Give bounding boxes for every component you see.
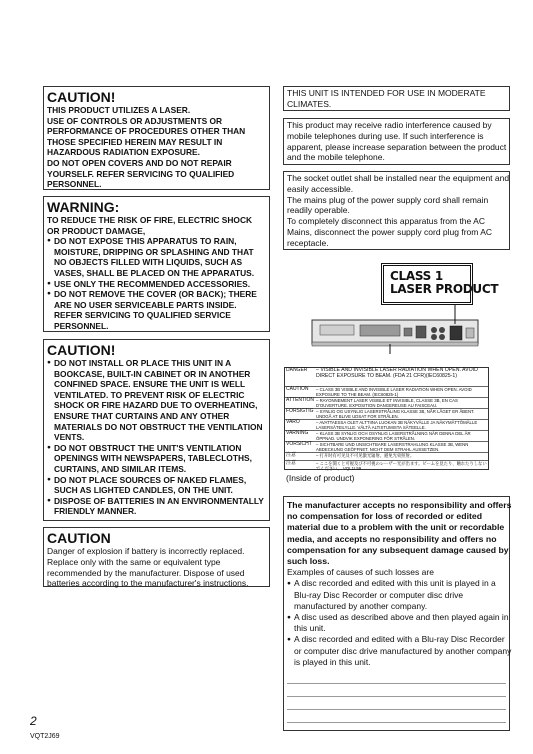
text-line: THOSE SPECIFIED HEREIN MAY RESULT IN: [47, 136, 223, 147]
text-line: PERSONNEL.: [54, 320, 109, 331]
text-line: batteries according to the manufacturer's instructions.: [47, 578, 249, 589]
label-row: [285, 442, 488, 453]
text-line: Blu-ray Disc Recorder or computer disc drive: [294, 589, 464, 600]
socket-outlet-notice: [283, 171, 510, 250]
label-text: – VISIBLE AND INVISIBLE LASER RADIATION WHEN OPEN. AVOID DIRECT EXPOSURE TO BEAM. (FDA 21 CFR)(IEC60825-1): [316, 367, 478, 379]
text-line: ● A disc used as described above and then played again in: [294, 612, 509, 623]
laser-product-text: LASER PRODUCT: [390, 282, 499, 296]
manufacturer-examples: [287, 567, 512, 668]
label-text: – RAYONNEMENT LASER VISIBLE ET INVISIBLE, CLASSE 3B, EN CAS D'OUVERTURE. EXPOSITION DANGEREUSE AU FAISCEAU.: [316, 398, 458, 409]
notice-text: [287, 120, 506, 163]
text-line: readily operable.: [287, 205, 350, 216]
text-line: recommended by the manufacturer. Dispose of used: [47, 567, 245, 578]
class1-text: CLASS 1: [390, 269, 443, 283]
page-number: 2: [30, 714, 37, 728]
text-line: THIS PRODUCT UTILIZES A LASER.: [47, 105, 191, 115]
text-line: USE OF CONTROLS OR ADJUSTMENTS OR: [47, 115, 223, 126]
moderate-climate-notice: [283, 86, 510, 111]
rule-line: [287, 683, 506, 684]
text-line: no compensation for loss of recorded or edited: [287, 511, 483, 522]
text-line: ● DO NOT INSTALL OR PLACE THIS UNIT IN A: [54, 358, 232, 368]
text-line: ENSURE THAT CURTAINS AND ANY OTHER: [54, 410, 230, 421]
text-line: CURTAINS, AND SIMILAR ITEMS.: [54, 463, 187, 474]
text-line: THIS UNIT IS INTENDED FOR USE IN MODERATE: [287, 88, 486, 98]
text-line: The manufacturer accepts no responsibility and offers: [287, 500, 512, 510]
text-line: SUCH AS LIGHTED CANDLES, ON THE UNIT.: [54, 485, 233, 496]
label-key: FORSIGTIG: [286, 408, 314, 414]
text-line: receptacle.: [287, 237, 329, 248]
text-line: YOURSELF. REFER SERVICING TO QUALIFIED: [47, 168, 235, 179]
label-row: [285, 453, 488, 461]
warning-title: WARNING:: [47, 199, 120, 215]
text-line: is played in this unit.: [294, 656, 371, 667]
label-key: VARNING: [286, 430, 309, 436]
text-line: ● DO NOT EXPOSE THIS APPARATUS TO RAIN,: [54, 236, 237, 247]
bullet-item: [47, 289, 266, 331]
ventilation-caution-title: CAUTION!: [47, 342, 116, 358]
text-line: ● A disc recorded and edited with a Blu-ray Disc Recorder: [294, 634, 505, 645]
manufacturer-disclaimer: [287, 500, 512, 567]
label-text: – SYNLIG OG USYNLIG LASERSTRÅLING KLASSE 3B, NÅR LÅGET ER ÅBENT. UNDGÅ AT BLIVE UDSAT FOR STRÅLEN.: [316, 409, 475, 420]
ventilation-caution-text: [47, 358, 266, 517]
bullet-item: [47, 358, 266, 443]
label-key: DANGER: [286, 367, 308, 373]
text-line: VENTS.: [54, 432, 85, 443]
text-line: This product may receive radio interference caused by: [287, 120, 492, 130]
text-line: ● DO NOT OBSTRUCT THE UNIT'S VENTILATION: [54, 442, 242, 453]
text-line: material due to a problem with the unit or recordable: [287, 522, 505, 533]
text-line: MOISTURE, DRIPPING OR SPLASHING AND THAT: [54, 246, 254, 257]
text-line: DO NOT OPEN COVERS AND DO NOT REPAIR: [47, 157, 232, 168]
text-line: and the mobile telephone.: [287, 152, 385, 163]
notice-text: [287, 173, 510, 249]
text-line: apparent, please increase separation between the product: [287, 141, 507, 152]
text-line: FRIENDLY MANNER.: [54, 506, 137, 517]
text-line: Examples of causes of such losses are: [287, 567, 434, 578]
text-line: ● DISPOSE OF BATTERIES IN AN ENVIRONMENTALLY: [54, 495, 264, 506]
bullet-item: [47, 443, 266, 475]
label-key: VARO: [286, 419, 300, 425]
text-line: The socket outlet shall be installed near the equipment and: [287, 173, 510, 183]
text-line: REFER SERVICING TO QUALIFIED SERVICE: [54, 310, 231, 321]
inside-product-caption: (Inside of product): [286, 473, 355, 483]
battery-caution-box: [43, 527, 270, 587]
notice-text: [287, 88, 506, 110]
text-line: ● DO NOT REMOVE THE COVER (OR BACK); THERE: [54, 289, 257, 300]
label-text: – KLASS 3B SYNLIG OCH OSYNLIG LASERSTRÅLNING NÄR DENNA DEL ÄR ÖPPNAD. UNDVIK EXPONERING FÖR STRÅLEN.: [316, 431, 471, 442]
text-line: SHOCK OR FIRE HAZARD DUE TO OVERHEATING,: [54, 400, 258, 411]
text-line: ● USE ONLY THE RECOMMENDED ACCESSORIES.: [54, 278, 251, 289]
text-line: TO REDUCE THE RISK OF FIRE, ELECTRIC SHOCK: [47, 215, 253, 225]
label-text: – 打开时有可见及不可见激光辐射。避免光束照射。: [316, 453, 415, 458]
label-row: [285, 420, 488, 431]
label-row: [285, 398, 488, 409]
text-line: or computer disc drive manufactured by another company: [294, 645, 512, 656]
rule-line: [287, 722, 506, 723]
text-line: OR PRODUCT DAMAGE,: [47, 225, 146, 236]
label-text: – SICHTBARE UND UNSICHTBARE LASERSTRAHLUNG KLASSE 3B, WENN ABDECKUNG GEÖFFNET. NICHT DEM STRAHL AUSSETZEN.: [316, 442, 469, 453]
laser-caution-title: CAUTION!: [47, 89, 116, 105]
text-line: VASES, SHALL BE PLACED ON THE APPARATUS.: [54, 267, 255, 278]
text-line: mobile telephones during use. If such interference is: [287, 130, 484, 141]
text-line: CONFINED SPACE. ENSURE THE UNIT IS WELL: [54, 379, 246, 390]
manufacturer-notice-box: [283, 496, 510, 731]
label-row: [285, 387, 488, 398]
label-text: – AVATTAESSA OLET ALTTIINA LUOKAN 3B NÄKYVÄLLE JA NÄKYMÄTTÖMÄLLE LASERSÄTEILYLLE. VÄLTÄ ALTISTUMISTA SÄTEELLE.: [316, 420, 478, 431]
bullet-item: [287, 612, 509, 634]
label-row: [285, 409, 488, 420]
warning-text: [47, 215, 266, 332]
laser-warning-label: [284, 367, 489, 470]
text-line: BOOKCASE, BUILT-IN CABINET OR IN ANOTHER: [54, 368, 251, 379]
text-line: easily accessible.: [287, 183, 354, 194]
text-line: OPENINGS WITH NEWSPAPERS, TABLECLOTHS,: [54, 453, 252, 464]
radio-interference-notice: [283, 118, 510, 165]
label-key: 注意: [286, 460, 297, 466]
bullet-item: [47, 236, 266, 278]
class1-laser-label: [381, 263, 499, 305]
laser-caution-text: [47, 105, 266, 190]
text-line: The mains plug of the power supply cord shall remain: [287, 194, 489, 205]
battery-caution-text: [47, 546, 266, 589]
text-line: Danger of explosion if battery is incorrectly replaced.: [47, 546, 245, 556]
text-line: ARE NO USER SERVICEABLE PARTS INSIDE.: [54, 299, 237, 310]
bullet-item: [287, 578, 506, 612]
text-line: VENTILATED. TO PREVENT RISK OF ELECTRIC: [54, 389, 245, 400]
text-line: ● A disc recorded and edited with this unit is played in a: [294, 578, 496, 589]
label-key: CAUTION: [286, 386, 309, 392]
rule-line: [287, 709, 506, 710]
text-line: manufactured by another company.: [294, 600, 428, 611]
battery-caution-title: CAUTION: [47, 530, 111, 546]
text-line: PERSONNEL.: [47, 179, 102, 190]
text-line: To completely disconnect this apparatus from the AC: [287, 216, 485, 227]
label-key: VORSICHT: [286, 441, 312, 447]
text-line: Replace only with the same or equivalent type: [47, 556, 221, 567]
label-text: – CLASS 3B VISIBLE AND INVISIBLE LASER RADIATION WHEN OPEN. AVOID EXPOSURE TO THE BEAM. (IEC60825-1): [316, 387, 472, 398]
text-line: HAZARDOUS RADIATION EXPOSURE.: [47, 147, 200, 158]
label-row: [285, 431, 488, 442]
bullet-item: [47, 279, 266, 290]
bullet-item: [287, 634, 512, 668]
bullet-item: [47, 475, 266, 496]
text-line: media, and accepts no responsibility and offers no: [287, 533, 497, 544]
text-line: NO OBJECTS FILLED WITH LIQUIDS, SUCH AS: [54, 257, 243, 268]
text-line: this unit.: [294, 623, 326, 634]
bullet-item: [47, 496, 266, 517]
laser-caution-box: [43, 86, 270, 190]
label-key: 注意: [286, 452, 297, 458]
label-key: ATTENTION: [286, 397, 314, 403]
warning-box: [43, 196, 270, 332]
doc-code: VQT2J69: [30, 733, 60, 740]
text-line: Mains, disconnect the power supply cord plug from AC: [287, 226, 493, 237]
label-row: [285, 368, 488, 387]
label-text: – ここを開くと可視及び不可視のレーザー光が出ます。ビームを見たり、触れたりしないでください。 VQL1L59: [316, 461, 487, 472]
text-line: PERFORMANCE OF PROCEDURES OTHER THAN: [47, 126, 246, 137]
text-line: ● DO NOT PLACE SOURCES OF NAKED FLAMES,: [54, 474, 247, 485]
text-line: CLIMATES.: [287, 98, 332, 109]
ventilation-caution-box: [43, 339, 270, 521]
text-line: MATERIALS DO NOT OBSTRUCT THE VENTILATION: [54, 421, 263, 432]
rule-line: [287, 696, 506, 697]
text-line: such loss.: [287, 556, 330, 567]
text-line: compensation for any subsequent damage caused by: [287, 544, 509, 555]
